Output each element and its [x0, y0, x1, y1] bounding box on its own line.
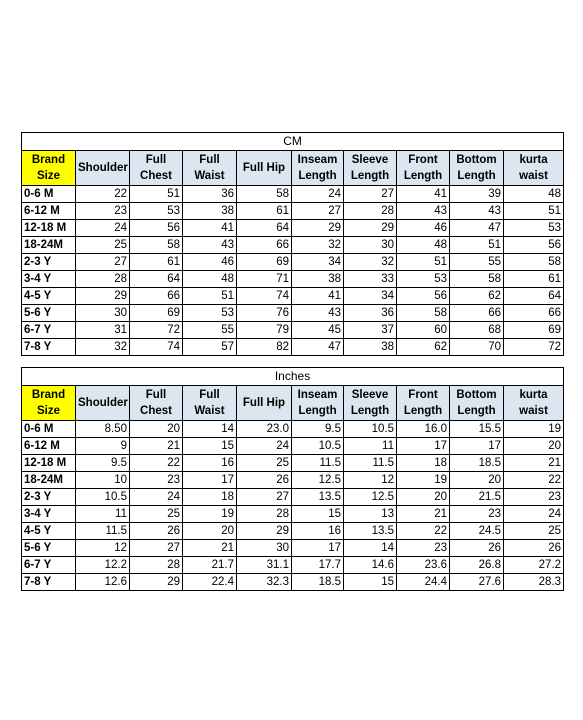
inches-size-chart — [21, 367, 563, 591]
measurement-cell: 28 — [237, 506, 292, 523]
size-label: 3-4 Y — [22, 506, 76, 523]
measurement-cell: 10 — [76, 472, 130, 489]
measurement-cell: 26.8 — [450, 557, 504, 574]
measurement-cell: 21 — [183, 540, 237, 557]
measurement-cell: 30 — [237, 540, 292, 557]
table-row — [22, 438, 564, 455]
measurement-cell: 20 — [504, 438, 564, 455]
measurement-cell: 23 — [397, 540, 450, 557]
table-row — [22, 455, 564, 472]
column-header: Shoulder — [76, 386, 130, 421]
measurement-cell: 11 — [344, 438, 397, 455]
table-row — [22, 506, 564, 523]
table-row — [22, 472, 564, 489]
measurement-cell: 31.1 — [237, 557, 292, 574]
measurement-cell: 12.6 — [76, 574, 130, 591]
table-row — [22, 305, 564, 322]
measurement-cell: 20 — [397, 489, 450, 506]
measurement-cell: 58 — [450, 271, 504, 288]
column-header: Bottom Length — [450, 151, 504, 186]
size-label: 2-3 Y — [22, 489, 76, 506]
measurement-cell: 25 — [237, 455, 292, 472]
measurement-cell: 29 — [76, 288, 130, 305]
measurement-cell: 32.3 — [237, 574, 292, 591]
measurement-cell: 24 — [76, 220, 130, 237]
header-row — [22, 151, 564, 186]
size-label: 6-12 M — [22, 203, 76, 220]
measurement-cell: 18 — [183, 489, 237, 506]
measurement-cell: 62 — [397, 339, 450, 356]
column-header: kurta waist — [504, 386, 564, 421]
measurement-cell: 19 — [183, 506, 237, 523]
table-row — [22, 540, 564, 557]
column-header: Full Chest — [130, 386, 183, 421]
measurement-cell: 43 — [292, 305, 344, 322]
measurement-cell: 51 — [183, 288, 237, 305]
measurement-cell: 28.3 — [504, 574, 564, 591]
measurement-cell: 24.4 — [397, 574, 450, 591]
measurement-cell: 58 — [504, 254, 564, 271]
measurement-cell: 36 — [344, 305, 397, 322]
measurement-cell: 23 — [76, 203, 130, 220]
measurement-cell: 27 — [344, 186, 397, 203]
measurement-cell: 32 — [76, 339, 130, 356]
column-header: Shoulder — [76, 151, 130, 186]
size-label: 12-18 M — [22, 455, 76, 472]
measurement-cell: 25 — [130, 506, 183, 523]
measurement-cell: 47 — [450, 220, 504, 237]
measurement-cell: 24 — [292, 186, 344, 203]
measurement-cell: 23 — [450, 506, 504, 523]
measurement-cell: 53 — [397, 271, 450, 288]
measurement-cell: 21 — [397, 506, 450, 523]
table-row — [22, 339, 564, 356]
measurement-cell: 60 — [397, 322, 450, 339]
size-label: 3-4 Y — [22, 271, 76, 288]
measurement-cell: 39 — [450, 186, 504, 203]
size-label: 6-12 M — [22, 438, 76, 455]
size-label: 4-5 Y — [22, 288, 76, 305]
measurement-cell: 38 — [292, 271, 344, 288]
measurement-cell: 74 — [130, 339, 183, 356]
measurement-cell: 41 — [397, 186, 450, 203]
measurement-cell: 16.0 — [397, 421, 450, 438]
measurement-cell: 76 — [237, 305, 292, 322]
measurement-cell: 25 — [504, 523, 564, 540]
measurement-cell: 14 — [183, 421, 237, 438]
measurement-cell: 17 — [450, 438, 504, 455]
cm-size-chart — [21, 132, 563, 356]
table-row — [22, 220, 564, 237]
size-label: 12-18 M — [22, 220, 76, 237]
size-label: 0-6 M — [22, 421, 76, 438]
measurement-cell: 79 — [237, 322, 292, 339]
measurement-cell: 27 — [76, 254, 130, 271]
measurement-cell: 22 — [130, 455, 183, 472]
measurement-cell: 53 — [504, 220, 564, 237]
measurement-cell: 11.5 — [292, 455, 344, 472]
measurement-cell: 48 — [183, 271, 237, 288]
measurement-cell: 57 — [183, 339, 237, 356]
measurement-cell: 51 — [450, 237, 504, 254]
cm-table — [21, 132, 564, 356]
measurement-cell: 22.4 — [183, 574, 237, 591]
measurement-cell: 16 — [183, 455, 237, 472]
measurement-cell: 82 — [237, 339, 292, 356]
table-row — [22, 523, 564, 540]
measurement-cell: 29 — [292, 220, 344, 237]
table-row — [22, 288, 564, 305]
measurement-cell: 24 — [504, 506, 564, 523]
measurement-cell: 51 — [397, 254, 450, 271]
header-row — [22, 386, 564, 421]
table-row — [22, 237, 564, 254]
measurement-cell: 24 — [237, 438, 292, 455]
measurement-cell: 29 — [344, 220, 397, 237]
measurement-cell: 46 — [397, 220, 450, 237]
measurement-cell: 51 — [504, 203, 564, 220]
measurement-cell: 28 — [130, 557, 183, 574]
column-header: kurta waist — [504, 151, 564, 186]
measurement-cell: 16 — [292, 523, 344, 540]
measurement-cell: 26 — [504, 540, 564, 557]
measurement-cell: 61 — [130, 254, 183, 271]
measurement-cell: 23 — [130, 472, 183, 489]
column-header: Front Length — [397, 386, 450, 421]
column-header: Bottom Length — [450, 386, 504, 421]
measurement-cell: 20 — [130, 421, 183, 438]
cm-body — [22, 186, 564, 356]
measurement-cell: 11.5 — [76, 523, 130, 540]
column-header: Full Waist — [183, 151, 237, 186]
column-header: Front Length — [397, 151, 450, 186]
measurement-cell: 13.5 — [344, 523, 397, 540]
measurement-cell: 58 — [237, 186, 292, 203]
measurement-cell: 64 — [130, 271, 183, 288]
table-row — [22, 489, 564, 506]
measurement-cell: 69 — [130, 305, 183, 322]
measurement-cell: 10.5 — [76, 489, 130, 506]
table-row — [22, 322, 564, 339]
measurement-cell: 17 — [183, 472, 237, 489]
size-label: 18-24M — [22, 472, 76, 489]
measurement-cell: 19 — [504, 421, 564, 438]
measurement-cell: 21 — [504, 455, 564, 472]
measurement-cell: 53 — [183, 305, 237, 322]
measurement-cell: 72 — [504, 339, 564, 356]
measurement-cell: 66 — [130, 288, 183, 305]
column-header: Brand Size — [22, 151, 76, 186]
measurement-cell: 15 — [183, 438, 237, 455]
measurement-cell: 23.6 — [397, 557, 450, 574]
column-header: Inseam Length — [292, 151, 344, 186]
measurement-cell: 29 — [237, 523, 292, 540]
measurement-cell: 8.50 — [76, 421, 130, 438]
measurement-cell: 69 — [504, 322, 564, 339]
measurement-cell: 18 — [397, 455, 450, 472]
measurement-cell: 14.6 — [344, 557, 397, 574]
measurement-cell: 27 — [292, 203, 344, 220]
measurement-cell: 27.2 — [504, 557, 564, 574]
size-label: 7-8 Y — [22, 574, 76, 591]
measurement-cell: 12 — [344, 472, 397, 489]
measurement-cell: 9.5 — [292, 421, 344, 438]
measurement-cell: 15 — [292, 506, 344, 523]
measurement-cell: 15 — [344, 574, 397, 591]
measurement-cell: 10.5 — [292, 438, 344, 455]
column-header: Sleeve Length — [344, 151, 397, 186]
measurement-cell: 26 — [130, 523, 183, 540]
measurement-cell: 43 — [183, 237, 237, 254]
size-label: 5-6 Y — [22, 305, 76, 322]
measurement-cell: 61 — [237, 203, 292, 220]
measurement-cell: 30 — [344, 237, 397, 254]
measurement-cell: 27 — [130, 540, 183, 557]
table-row — [22, 271, 564, 288]
table-row — [22, 203, 564, 220]
measurement-cell: 38 — [344, 339, 397, 356]
measurement-cell: 17.7 — [292, 557, 344, 574]
measurement-cell: 12.2 — [76, 557, 130, 574]
measurement-cell: 12.5 — [292, 472, 344, 489]
measurement-cell: 9.5 — [76, 455, 130, 472]
measurement-cell: 27 — [237, 489, 292, 506]
measurement-cell: 9 — [76, 438, 130, 455]
table-row — [22, 254, 564, 271]
measurement-cell: 51 — [130, 186, 183, 203]
table-row — [22, 186, 564, 203]
measurement-cell: 56 — [504, 237, 564, 254]
measurement-cell: 11 — [76, 506, 130, 523]
measurement-cell: 41 — [292, 288, 344, 305]
column-header: Full Hip — [237, 386, 292, 421]
inches-body — [22, 421, 564, 591]
measurement-cell: 66 — [237, 237, 292, 254]
measurement-cell: 32 — [292, 237, 344, 254]
measurement-cell: 14 — [344, 540, 397, 557]
measurement-cell: 48 — [397, 237, 450, 254]
measurement-cell: 21.5 — [450, 489, 504, 506]
measurement-cell: 43 — [450, 203, 504, 220]
measurement-cell: 56 — [130, 220, 183, 237]
table-row — [22, 557, 564, 574]
measurement-cell: 68 — [450, 322, 504, 339]
measurement-cell: 45 — [292, 322, 344, 339]
measurement-cell: 32 — [344, 254, 397, 271]
measurement-cell: 53 — [130, 203, 183, 220]
table-row — [22, 421, 564, 438]
measurement-cell: 46 — [183, 254, 237, 271]
measurement-cell: 41 — [183, 220, 237, 237]
measurement-cell: 28 — [344, 203, 397, 220]
measurement-cell: 48 — [504, 186, 564, 203]
measurement-cell: 37 — [344, 322, 397, 339]
measurement-cell: 22 — [76, 186, 130, 203]
measurement-cell: 15.5 — [450, 421, 504, 438]
size-label: 0-6 M — [22, 186, 76, 203]
measurement-cell: 30 — [76, 305, 130, 322]
column-header: Sleeve Length — [344, 386, 397, 421]
column-header: Full Waist — [183, 386, 237, 421]
measurement-cell: 38 — [183, 203, 237, 220]
measurement-cell: 24.5 — [450, 523, 504, 540]
measurement-cell: 36 — [183, 186, 237, 203]
measurement-cell: 47 — [292, 339, 344, 356]
size-label: 4-5 Y — [22, 523, 76, 540]
table-row — [22, 574, 564, 591]
measurement-cell: 61 — [504, 271, 564, 288]
measurement-cell: 55 — [183, 322, 237, 339]
measurement-cell: 13 — [344, 506, 397, 523]
size-label: 6-7 Y — [22, 557, 76, 574]
measurement-cell: 66 — [450, 305, 504, 322]
size-label: 6-7 Y — [22, 322, 76, 339]
measurement-cell: 20 — [450, 472, 504, 489]
measurement-cell: 74 — [237, 288, 292, 305]
measurement-cell: 29 — [130, 574, 183, 591]
measurement-cell: 23.0 — [237, 421, 292, 438]
size-label: 18-24M — [22, 237, 76, 254]
measurement-cell: 69 — [237, 254, 292, 271]
measurement-cell: 18.5 — [292, 574, 344, 591]
measurement-cell: 34 — [344, 288, 397, 305]
column-header: Inseam Length — [292, 386, 344, 421]
measurement-cell: 43 — [397, 203, 450, 220]
measurement-cell: 56 — [397, 288, 450, 305]
measurement-cell: 70 — [450, 339, 504, 356]
measurement-cell: 13.5 — [292, 489, 344, 506]
measurement-cell: 58 — [130, 237, 183, 254]
measurement-cell: 55 — [450, 254, 504, 271]
measurement-cell: 17 — [292, 540, 344, 557]
measurement-cell: 66 — [504, 305, 564, 322]
measurement-cell: 21 — [130, 438, 183, 455]
measurement-cell: 19 — [397, 472, 450, 489]
measurement-cell: 18.5 — [450, 455, 504, 472]
measurement-cell: 22 — [397, 523, 450, 540]
measurement-cell: 21.7 — [183, 557, 237, 574]
measurement-cell: 25 — [76, 237, 130, 254]
measurement-cell: 28 — [76, 271, 130, 288]
unit-title-cm: CM — [22, 133, 564, 151]
size-label: 7-8 Y — [22, 339, 76, 356]
measurement-cell: 24 — [130, 489, 183, 506]
measurement-cell: 20 — [183, 523, 237, 540]
size-label: 2-3 Y — [22, 254, 76, 271]
measurement-cell: 64 — [237, 220, 292, 237]
measurement-cell: 23 — [504, 489, 564, 506]
measurement-cell: 12 — [76, 540, 130, 557]
measurement-cell: 17 — [397, 438, 450, 455]
column-header: Full Hip — [237, 151, 292, 186]
measurement-cell: 10.5 — [344, 421, 397, 438]
measurement-cell: 33 — [344, 271, 397, 288]
unit-title-inches: Inches — [22, 368, 564, 386]
measurement-cell: 72 — [130, 322, 183, 339]
column-header: Brand Size — [22, 386, 76, 421]
measurement-cell: 11.5 — [344, 455, 397, 472]
measurement-cell: 34 — [292, 254, 344, 271]
measurement-cell: 31 — [76, 322, 130, 339]
measurement-cell: 58 — [397, 305, 450, 322]
size-label: 5-6 Y — [22, 540, 76, 557]
inches-table — [21, 367, 564, 591]
measurement-cell: 62 — [450, 288, 504, 305]
measurement-cell: 22 — [504, 472, 564, 489]
column-header: Full Chest — [130, 151, 183, 186]
measurement-cell: 27.6 — [450, 574, 504, 591]
measurement-cell: 12.5 — [344, 489, 397, 506]
measurement-cell: 71 — [237, 271, 292, 288]
measurement-cell: 26 — [237, 472, 292, 489]
measurement-cell: 64 — [504, 288, 564, 305]
measurement-cell: 26 — [450, 540, 504, 557]
